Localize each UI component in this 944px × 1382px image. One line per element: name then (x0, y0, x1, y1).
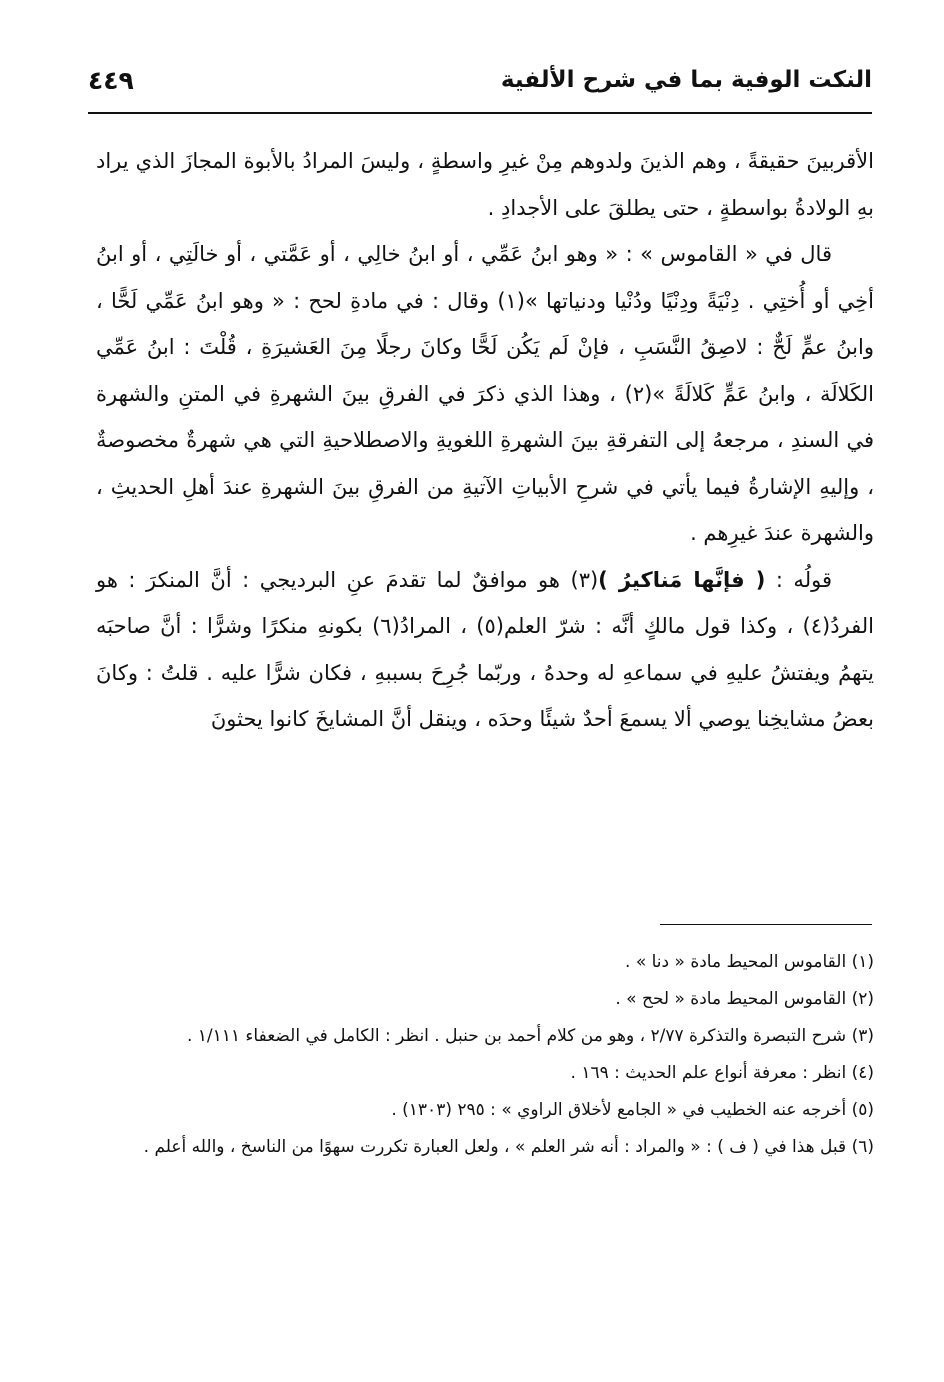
header-divider (88, 112, 872, 114)
footnote-1: (١) القاموس المحيط مادة « دنا » . (625, 952, 874, 972)
paragraph-1: الأقربينَ حقيقةً ، وهم الذينَ ولدوهم مِنْ غيرِ واسطةٍ ، وليسَ المرادُ بالأبوة المجازَ الذي يراد بهِ الولادةُ بواسطةٍ ، حتى يطلقَ على الأجدادِ . (96, 149, 874, 220)
footnote-5: (٥) أخرجه عنه الخطيب في « الجامع لأخلاق الراوي » : ٢٩٥ (١٣٠٣) . (391, 1100, 874, 1120)
paragraph-2: قال في « القاموس » : « وهو ابنُ عَمِّي ، أو ابنُ خالِي ، أو عَمَّتي ، أو خالَتِي ، أو ابنُ أخِي أو أُختِي . دِنْيَةً ودِنْيًا ودُنْيا ودنياتها »(١) وقال : في مادةِ لحح : « وهو ابنُ عَمِّي لَحًّا ، وابنُ عمٍّ لَحٌّ : لاصِقُ النَّسَبِ ، فإنْ لَم يَكُن لَحًّا وكانَ رجلًا مِنَ العَشيرَةِ ، قُلْتَ : ابنُ عَمِّي الكَلالَة ، وابنُ عَمٍّ كَلالَةً »(٢) ، وهذا الذي ذكرَ في الفرقِ بينَ الشهرةِ في المتنِ والشهرة في السندِ ، مرجعهُ إلى التفرقةِ بينَ الشهرةِ اللغويةِ والاصطلاحيةِ التي هي شهرةٌ مخصوصةٌ ، وإليهِ الإشارةُ فيما يأتي في شرحِ الأبياتِ الآتيةِ من الفرقِ بينَ الشهرةِ عندَ أهلِ الحديثِ ، والشهرة عندَ غيرِهم . (96, 242, 874, 545)
footnote-3: (٣) شرح التبصرة والتذكرة ٢/٧٧ ، وهو من كلام أحمد بن حنبل . انظر : الكامل في الضعفاء ١/١١١ . (186, 1026, 874, 1046)
paragraph-3-lead: قولُه : (765, 567, 832, 592)
footnotes (96, 944, 874, 1166)
main-text (96, 138, 874, 743)
page-number: ٤٤٩ (88, 65, 134, 95)
footnote-4: (٤) انظر : معرفة أنواع علم الحديث : ١٦٩ . (570, 1063, 874, 1083)
footnote-6: (٦) قبل هذا في ( ف ) : « والمراد : أنه شر العلم » ، ولعل العبارة تكررت سهوًا من الناسخ ، والله أعلم . (143, 1137, 874, 1157)
quoted-phrase: ( فإنَّها مَناكيرُ ) (598, 567, 766, 592)
paragraph-3 (96, 557, 874, 743)
footnote-2: (٢) القاموس المحيط مادة « لحح » . (615, 989, 874, 1009)
running-header (88, 56, 872, 104)
running-title: النكت الوفية بما في شرح الألفية (500, 67, 872, 93)
paragraph-3-rest: (٣) هو موافقٌ لما تقدمَ عنِ البرديجي : أنَّ المنكرَ : هو الفردُ(٤) ، وكذا قول مالكٍ أنَّه : شرّ العلم(٥) ، المرادُ(٦) بكونهِ منكرًا وشرًّا : أنَّ صاحبَه يتهمُ ويفتشُ عليهِ في سماعهِ له وحدهُ ، وربّما جُرِحَ بسببهِ ، فكان شرًّا عليه . قلتُ : وكانَ بعضُ مشايخِنا يوصي ألا يسمعَ أحدٌ شيئًا وحدَه ، وينقل أنَّ المشايخَ كانوا يحثونَ (96, 567, 874, 731)
footnote-divider (660, 924, 872, 925)
